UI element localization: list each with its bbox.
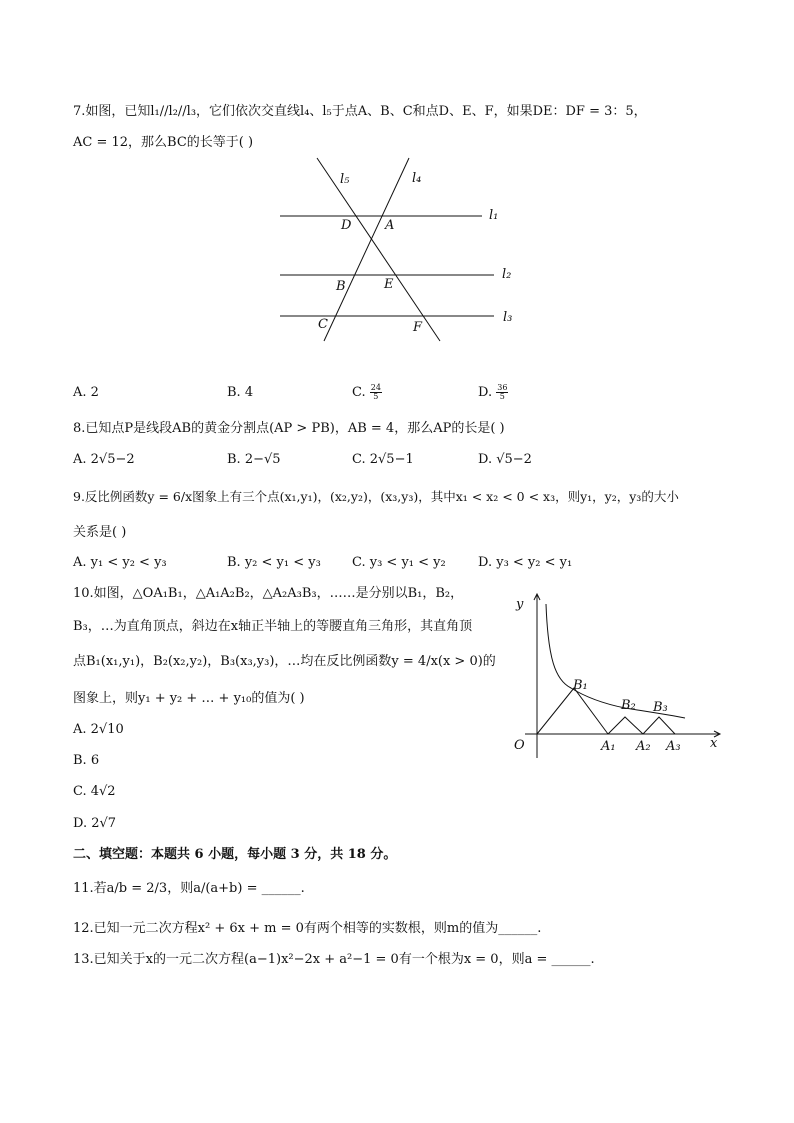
q7-stem-line2: AC = 12，那么BC的长等于( ): [73, 135, 254, 150]
label-E: E: [384, 277, 394, 292]
label-B2: B₂: [621, 698, 636, 713]
q10-figure: [505, 588, 750, 763]
q8-option-c[interactable]: C. 2√5−1: [352, 452, 414, 467]
label-F: F: [413, 320, 423, 335]
q13-stem: 13.已知关于x的一元二次方程(a−1)x²−2x + a²−1 = 0有一个根为x = 0，则a = ______.: [73, 952, 595, 967]
q10-stem-line1: 10.如图，△OA₁B₁，△A₁A₂B₂，△A₂A₃B₃，……是分别以B₁，B₂，: [73, 586, 464, 601]
label-A3: A₃: [666, 739, 681, 754]
q9-stem-line1: 9.反比例函数y = 6/x图象上有三个点(x₁,y₁)，(x₂,y₂)，(x₃,y₃)，其中x₁ < x₂ < 0 < x₃，则y₁，y₂，y₃的大小: [73, 489, 679, 504]
q7-option-b[interactable]: B. 4: [227, 385, 254, 400]
label-A2: A₂: [636, 739, 651, 754]
q9-option-d[interactable]: D. y₃ < y₂ < y₁: [478, 555, 573, 570]
triangle-a1a2b2: [608, 717, 643, 734]
q8-option-d[interactable]: D. √5−2: [478, 452, 532, 467]
q7-option-d[interactable]: D. $\frac{36}{5}$: [478, 383, 508, 401]
q12-stem: 12.已知一元二次方程x² + 6x + m = 0有两个相等的实数根，则m的值为______.: [73, 921, 542, 936]
line-l5: [317, 158, 440, 341]
label-l2: l₂: [502, 267, 512, 282]
label-l5: l₅: [340, 172, 350, 187]
triangle-oa1b1: [537, 688, 608, 734]
label-y: y: [516, 597, 524, 612]
q10-stem-line4: 图象上，则y₁ + y₂ + … + y₁₀的值为( ): [73, 691, 305, 706]
section-2-heading: 二、填空题：本题共 6 小题，每小题 3 分，共 18 分。: [73, 847, 397, 862]
label-l4: l₄: [412, 171, 422, 186]
label-C: C: [318, 317, 328, 332]
q10-stem-line2: B₃，…为直角顶点，斜边在x轴正半轴上的等腰直角三角形，其直角顶: [73, 619, 473, 634]
q10-option-b[interactable]: B. 6: [73, 753, 100, 768]
label-A: A: [385, 218, 395, 233]
label-B1: B₁: [573, 678, 588, 693]
q9-option-c[interactable]: C. y₃ < y₁ < y₂: [352, 555, 446, 570]
q8-option-a[interactable]: A. 2√5−2: [73, 452, 135, 467]
q8-stem: 8.已知点P是线段AB的黄金分割点(AP > PB)，AB = 4，那么AP的长是( ): [73, 421, 505, 436]
q11-stem: 11.若a/b = 2/3，则a/(a+b) = ______.: [73, 881, 305, 896]
q8-option-b[interactable]: B. 2−√5: [227, 452, 281, 467]
q10-option-c[interactable]: C. 4√2: [73, 784, 116, 799]
q9-stem-line2: 关系是( ): [73, 525, 127, 540]
q7-option-c[interactable]: C. $\frac{24}{5}$: [352, 383, 381, 401]
label-A1: A₁: [601, 739, 616, 754]
q9-option-a[interactable]: A. y₁ < y₂ < y₃: [73, 555, 167, 570]
q9-option-b[interactable]: B. y₂ < y₁ < y₃: [227, 555, 321, 570]
label-B: B: [336, 279, 346, 294]
label-B3: B₃: [653, 700, 668, 715]
label-l3: l₃: [503, 310, 513, 325]
label-O: O: [514, 738, 525, 753]
q10-option-a[interactable]: A. 2√10: [73, 722, 124, 737]
label-l1: l₁: [489, 208, 499, 223]
q10-stem-line3: 点B₁(x₁,y₁)，B₂(x₂,y₂)，B₃(x₃,y₃)，…均在反比例函数y = 4/x(x > 0)的: [73, 654, 496, 669]
label-x: x: [710, 736, 718, 751]
q10-option-d[interactable]: D. 2√7: [73, 816, 117, 831]
label-D: D: [341, 218, 352, 233]
q7-option-a[interactable]: A. 2: [73, 385, 99, 400]
q7-stem-line1: 7.如图，已知l₁//l₂//l₃，它们依次交直线l₄、l₅于点A、B、C和点D、E、F，如果DE：DF = 3：5，: [73, 104, 647, 119]
triangle-a2a3b3: [643, 717, 675, 734]
line-l4: [324, 158, 409, 341]
q7-figure: [270, 152, 530, 347]
